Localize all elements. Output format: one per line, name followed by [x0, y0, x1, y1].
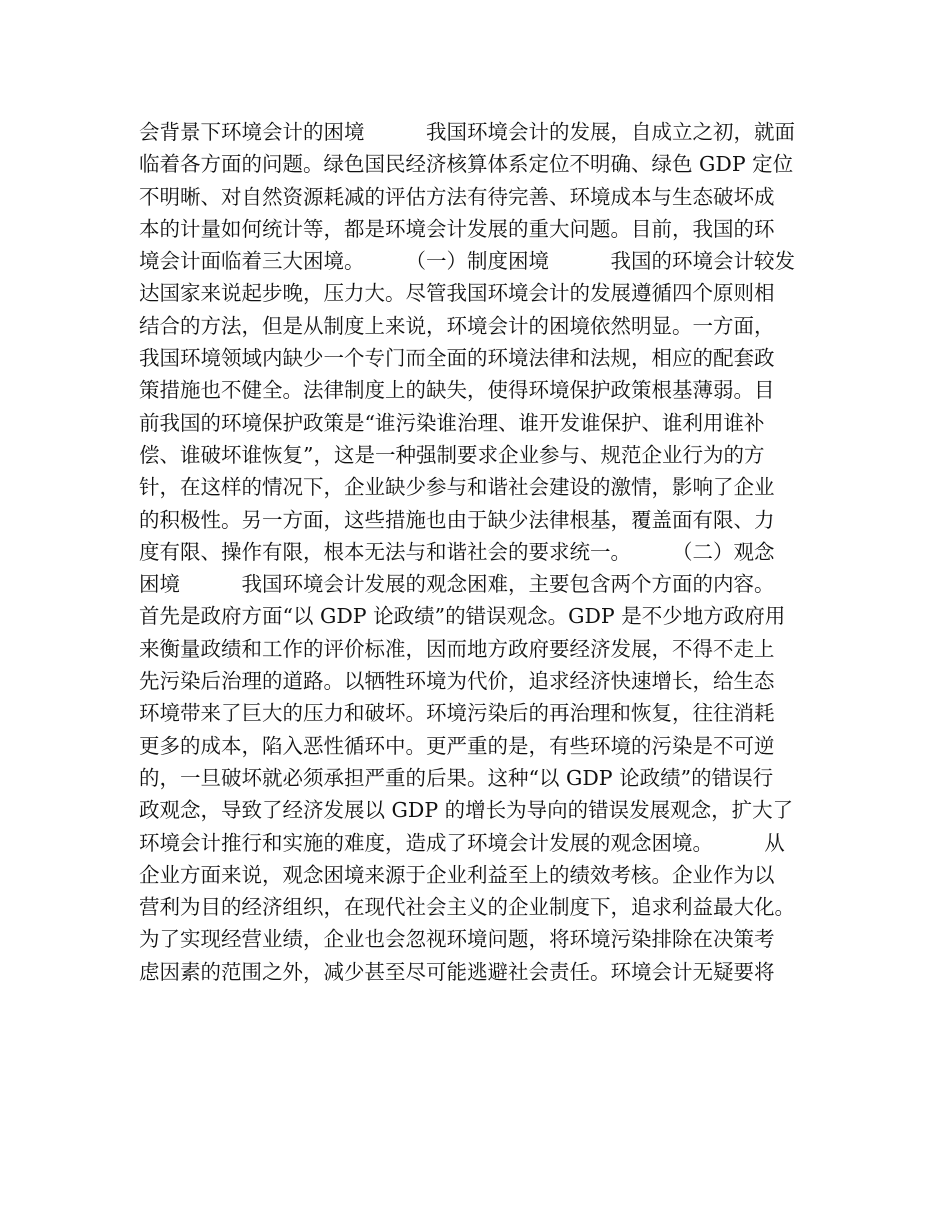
- text-line: 的，一旦破坏就必须承担严重的后果。这种“以 GDP 论政绩”的错误行: [139, 765, 774, 790]
- text-line: 针，在这样的情况下，企业缺少参与和谐社会建设的激情，影响了企业: [139, 475, 775, 500]
- text-line: 环境会计推行和实施的难度，造成了环境会计发展的观念困境。 从: [139, 830, 785, 855]
- text-line: 的积极性。另一方面，这些措施也由于缺少法律根基，覆盖面有限、力: [139, 507, 775, 532]
- text-line: 境会计面临着三大困境。 （一）制度困境 我国的环境会计较发: [139, 249, 795, 274]
- text-line: 前我国的环境保护政策是“谁污染谁治理、谁开发谁保护、谁利用谁补: [139, 410, 765, 435]
- text-line: 结合的方法，但是从制度上来说，环境会计的困境依然明显。一方面，: [139, 313, 775, 338]
- text-line: 我国环境领域内缺少一个专门而全面的环境法律和法规，相应的配套政: [139, 346, 775, 371]
- text-line: 先污染后治理的道路。以牺牲环境为代价，追求经济快速增长，给生态: [139, 669, 775, 694]
- text-line: 企业方面来说，观念困境来源于企业利益至上的绩效考核。企业作为以: [139, 862, 775, 887]
- text-line: 策措施也不健全。法律制度上的缺失，使得环境保护政策根基薄弱。目: [139, 378, 775, 403]
- text-line: 环境带来了巨大的压力和破坏。环境污染后的再治理和恢复，往往消耗: [139, 701, 775, 726]
- text-line: 偿、谁破坏谁恢复”，这是一种强制要求企业参与、规范企业行为的方: [139, 442, 765, 467]
- text-line: 达国家来说起步晚，压力大。尽管我国环境会计的发展遵循四个原则相: [139, 281, 775, 306]
- text-line: 度有限、操作有限，根本无法与和谐社会的要求统一。 （二）观念: [139, 539, 775, 564]
- text-line: 不明晰、对自然资源耗减的评估方法有待完善、环境成本与生态破坏成: [139, 184, 775, 209]
- body-text: [139, 116, 829, 988]
- text-line: 困境 我国环境会计发展的观念困难，主要包含两个方面的内容。: [139, 572, 775, 597]
- text-line: 营利为目的经济组织，在现代社会主义的企业制度下，追求利益最大化。: [139, 895, 795, 920]
- text-line: 来衡量政绩和工作的评价标准，因而地方政府要经济发展，不得不走上: [139, 636, 775, 661]
- text-line: 临着各方面的问题。绿色国民经济核算体系定位不明确、绿色 GDP 定位: [139, 152, 794, 177]
- text-line: 政观念，导致了经济发展以 GDP 的增长为导向的错误发展观念，扩大了: [139, 798, 794, 823]
- text-line: 会背景下环境会计的困境 我国环境会计的发展，自成立之初，就面: [139, 120, 795, 144]
- text-line: 更多的成本，陷入恶性循环中。更严重的是，有些环境的污染是不可逆: [139, 733, 775, 758]
- text-line: 首先是政府方面“以 GDP 论政绩”的错误观念。GDP 是不少地方政府用: [139, 604, 786, 629]
- text-line: 虑因素的范围之外，减少甚至尽可能逃避社会责任。环境会计无疑要将: [139, 959, 775, 984]
- text-line: 本的计量如何统计等，都是环境会计发展的重大问题。目前，我国的环: [139, 216, 775, 241]
- text-line: 为了实现经营业绩，企业也会忽视环境问题，将环境污染排除在决策考: [139, 927, 775, 952]
